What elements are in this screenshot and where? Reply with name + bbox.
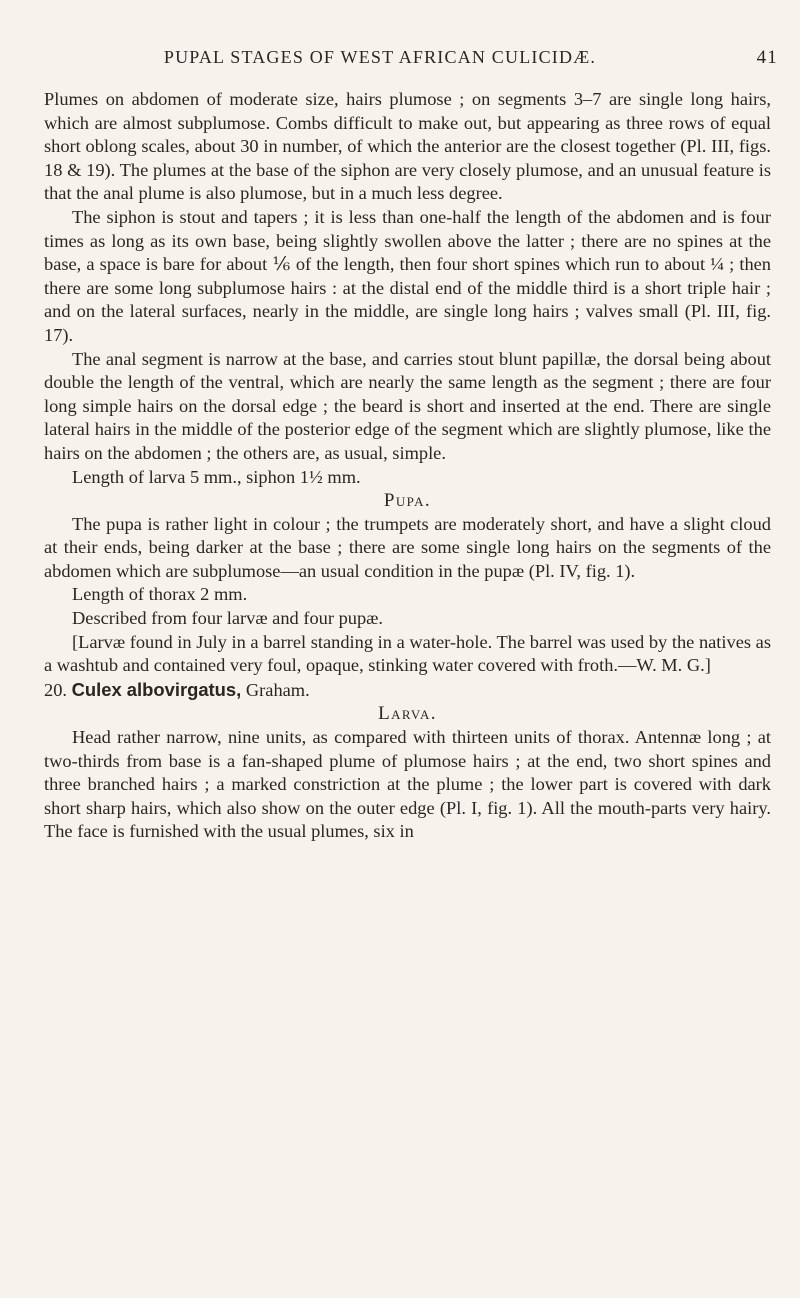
paragraph-larva-length: Length of larva 5 mm., siphon 1½ mm. <box>72 466 361 487</box>
paragraph-abdomen-plumes: Plumes on abdomen of moderate size, hairs plumose ; on segments 3–7 are single long hairs, which are almost subplumose. Combs difficult to make out, but appearing as three rows of equal short oblong scales, about 30 in number, of which the anterior are the closest together (Pl. III, figs. 18 & 19). The plumes at the base of the siphon are very closely plumose, and an unusual feature is that the anal plume is also plumose, but in a much less degree. <box>44 89 771 204</box>
species-author: Graham. <box>245 679 310 700</box>
species-heading <box>44 678 771 703</box>
heading-pupa: Pupa. <box>383 490 432 512</box>
species-name: Culex albovirgatus, <box>71 678 242 700</box>
paragraph-pupa: The pupa is rather light in colour ; the trumpets are moderately short, and have a slight cloud at their ends, being darker at the base ; there are some single long hairs on the segments of the abdomen which are subplumose—an usual condition in the pupæ (Pl. IV, fig. 1). <box>44 513 771 581</box>
paragraph-field-note: [Larvæ found in July in a barrel standing in a water-hole. The barrel was used by the natives as a washtub and contained very foul, opaque, stinking water covered with froth.—W. M. G.] <box>44 631 771 676</box>
paragraph-described-from: Described from four larvæ and four pupæ. <box>72 608 384 629</box>
running-title: PUPAL STAGES OF WEST AFRICAN CULICIDÆ. <box>163 47 597 67</box>
species-number: 20. <box>44 679 67 700</box>
body-text <box>44 88 771 844</box>
paragraph-thorax-length: Length of thorax 2 mm. <box>72 584 248 605</box>
page-number: 41 <box>756 47 778 68</box>
paragraph-head-antennae: Head rather narrow, nine units, as compared with thirteen units of thorax. Antennæ long ; at two-thirds from base is a fan-shaped plume of plumose hairs ; at the end, two short spines and three branched hairs ; a marked constriction at the plume ; the lower part is covered with dark short sharp hairs, which also show on the outer edge (Pl. I, fig. 1). All the mouth-parts very hairy. The face is furnished with the usual plumes, six in <box>44 727 771 842</box>
paragraph-siphon: The siphon is stout and tapers ; it is less than one-half the length of the abdomen and is four times as long as its own base, being slightly swollen above the latter ; there are no spines at the base, a space is bare for about ⅙ of the length, then four short spines which run to about ¼ ; then there are some long subplumose hairs : at the distal end of the middle third is a short triple hair ; and on the lateral surfaces, nearly in the middle, are single long hairs ; valves small (Pl. III, fig. 17). <box>44 206 771 345</box>
paragraph-anal-segment: The anal segment is narrow at the base, and carries stout blunt papillæ, the dorsal being about double the length of the ventral, which are nearly the same length as the segment ; there are four long simple hairs on the dorsal edge ; the beard is short and inserted at the end. There are single lateral hairs in the middle of the posterior edge of the segment which are slightly plumose, like the hairs on the abdomen ; the others are, as usual, simple. <box>44 348 771 463</box>
heading-larva: Larva. <box>378 703 437 725</box>
